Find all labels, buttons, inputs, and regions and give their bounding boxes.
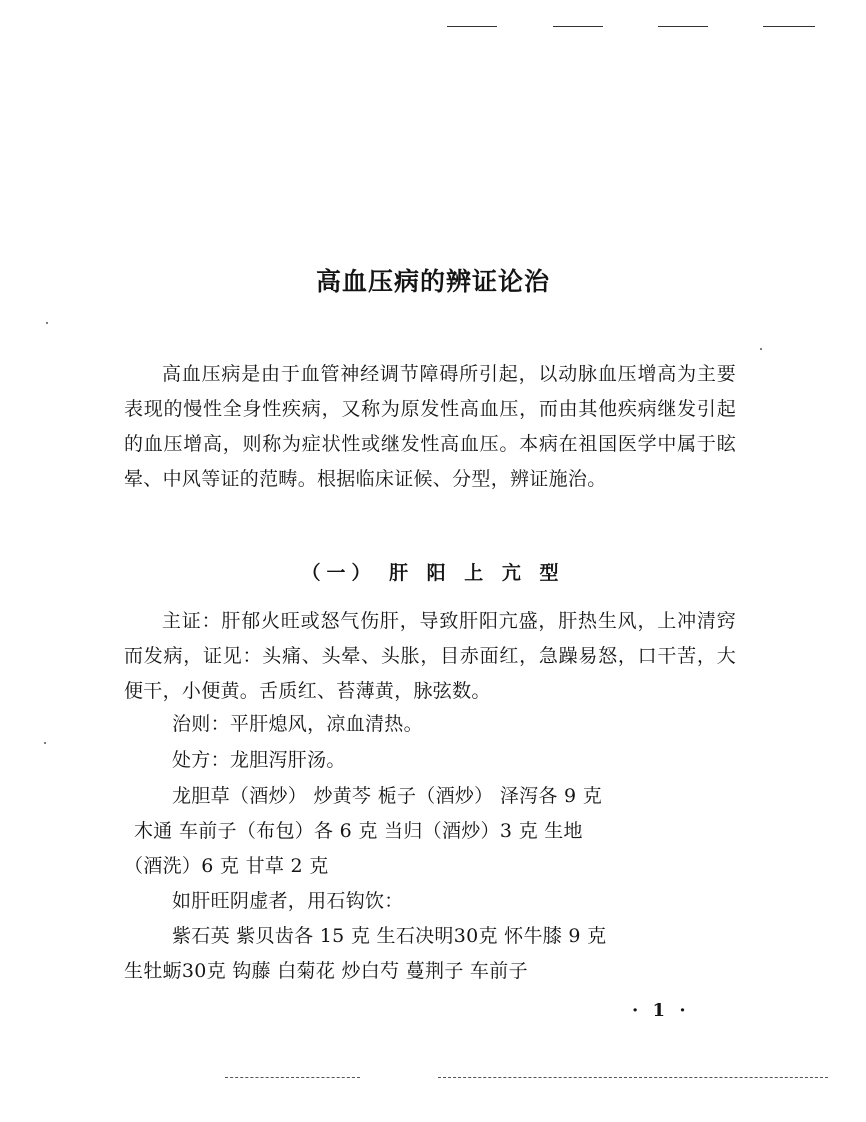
variant-intro: 如肝旺阴虚者，用石钩饮： <box>172 890 404 912</box>
ingredients-line-3: （酒洗）6 克 甘草 2 克 <box>124 855 329 877</box>
treatment-principle: 治则：平肝熄风，凉血清热。 <box>172 713 423 735</box>
scan-speck-2 <box>44 742 46 744</box>
intro-paragraph: 高血压病是由于血管神经调节障碍所引起，以动脉血压增高为主要表现的慢性全身性疾病，又称为原发性高血压，而由其他疾病继发引起的血压增高，则称为症状性或继发性高血压。本病在祖国医学中属于眩晕、中风等证的范畴。根据临床证候、分型，辨证施治。 <box>124 363 736 490</box>
variant-line-1: 紫石英 紫贝齿各 15 克 生石决明30克 怀牛膝 9 克 <box>172 925 607 947</box>
top-rule-1 <box>447 26 497 27</box>
symptoms-paragraph: 主证：肝郁火旺或怒气伤肝，导致肝阳亢盛，肝热生风，上冲清窍而发病，证见：头痛、头晕、头胀，目赤面红，急躁易怒，口干苦，大便干，小便黄。舌质红、苔薄黄，脉弦数。 <box>124 610 736 702</box>
top-rule-4 <box>763 26 815 27</box>
page-title: 高血压病的辨证论治 <box>315 267 550 296</box>
prescription: 处方：龙胆泻肝汤。 <box>172 749 346 771</box>
bottom-rule-2 <box>438 1077 828 1078</box>
scan-speck-1 <box>46 322 48 324</box>
scan-speck-3 <box>760 348 762 350</box>
top-rule-3 <box>658 26 708 27</box>
bottom-rule-1 <box>225 1077 360 1078</box>
section-heading: （一） 肝 阳 上 亢 型 <box>301 562 565 584</box>
page-number: · 1 · <box>632 1000 690 1021</box>
top-rule-2 <box>553 26 603 27</box>
ingredients-line-1: 龙胆草（酒炒） 炒黄芩 栀子（酒炒） 泽泻各 9 克 <box>172 785 603 807</box>
ingredients-line-2: 木通 车前子（布包）各 6 克 当归（酒炒）3 克 生地 <box>134 820 583 842</box>
variant-line-2: 生牡蛎30克 钩藤 白菊花 炒白芍 蔓荆子 车前子 <box>124 960 528 982</box>
